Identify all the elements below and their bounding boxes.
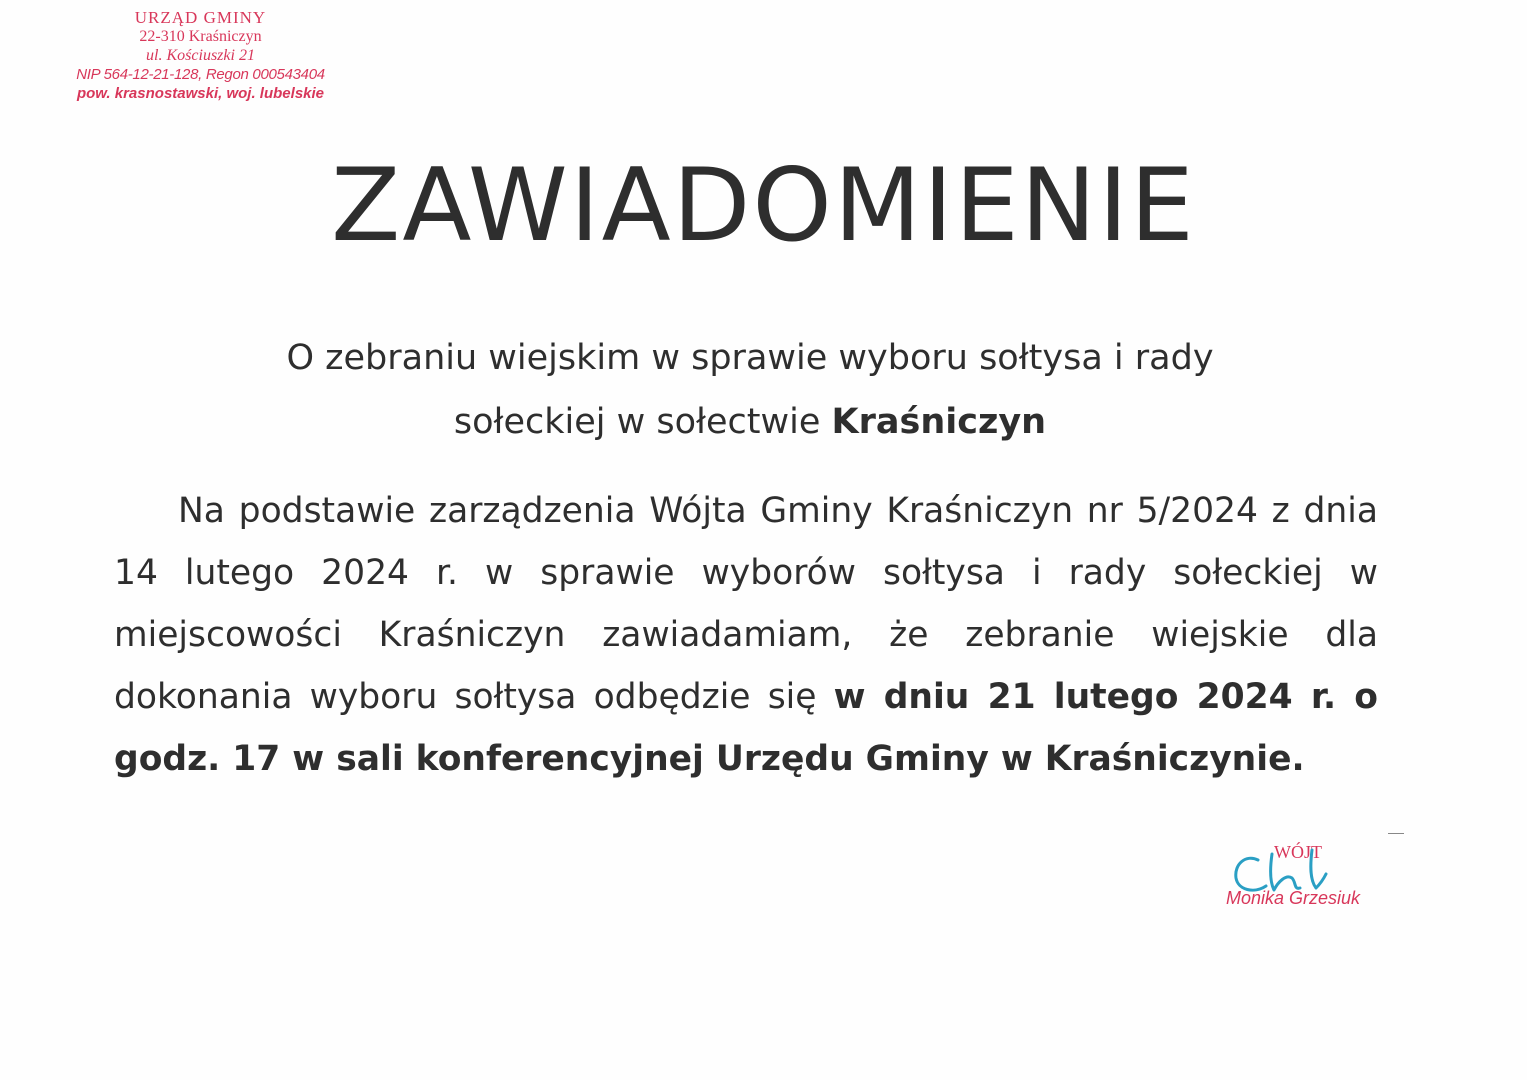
stamp-postal-address: 22-310 Kraśniczyn xyxy=(139,28,262,45)
subtitle-line-1: O zebraniu wiejskim w sprawie wyboru sołtysa i rady xyxy=(286,338,1214,378)
document-subtitle xyxy=(160,326,1340,454)
subtitle-village-name: Kraśniczyn xyxy=(831,402,1047,442)
notice-meeting-details: w dniu 21 lutego 2024 r. o godz. 17 w sali konferencyjnej Urzędu Gminy w Kraśniczynie. xyxy=(114,677,1378,779)
signature-title: WÓJT xyxy=(1274,842,1322,862)
notice-body xyxy=(114,480,1378,790)
notice-body-regular: Na podstawie zarządzenia Wójta Gminy Kraśniczyn nr 5/2024 z dnia 14 lutego 2024 r. w sprawie wyborów sołtysa i rady sołeckiej w miejscowości Kraśniczyn zawiadamiam, że zebranie wiejskie dla dokonania wyboru sołtysa odbędzie się xyxy=(114,491,1378,717)
signature-name: Monika Grzesiuk xyxy=(1226,888,1361,908)
scan-mark xyxy=(1388,833,1404,834)
stamp-office-name: URZĄD GMINY xyxy=(134,8,267,27)
subtitle-line-2 xyxy=(160,390,1340,454)
signature-stamp xyxy=(1220,838,1400,918)
stamp-street: ul. Kościuszki 21 xyxy=(146,47,255,64)
document-title: ZAWIADOMIENIE xyxy=(331,146,1196,264)
office-stamp xyxy=(58,8,343,103)
subtitle-regular: sołeckiej w sołectwie xyxy=(453,402,832,442)
stamp-district: pow. krasnostawski, woj. lubelskie xyxy=(76,85,325,102)
stamp-tax-ids: NIP 564-12-21-128, Regon 000543404 xyxy=(76,66,325,83)
